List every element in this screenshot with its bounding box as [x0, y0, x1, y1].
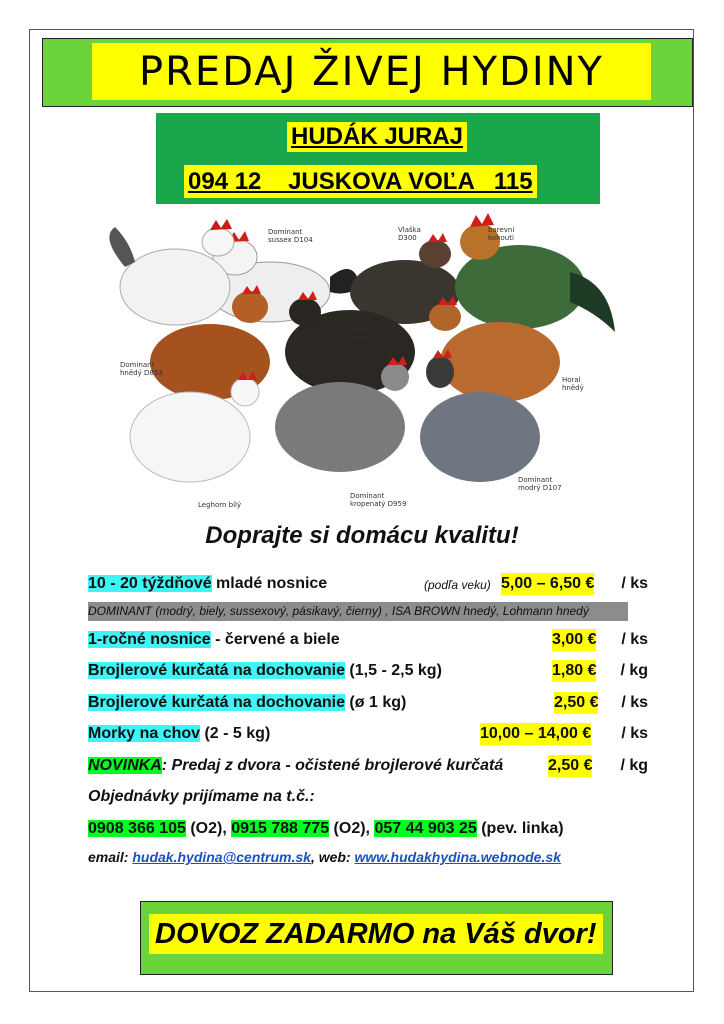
age-note: (podľa veku)	[424, 578, 491, 592]
phone-number-3[interactable]: 057 44 903 25	[374, 820, 477, 837]
rooster-colorful	[455, 213, 615, 332]
price: 1,80 €	[552, 660, 596, 682]
product-highlight: Brojlerové kurčatá na dochovanie	[88, 662, 345, 679]
phone-operator-1: (O2),	[185, 820, 232, 837]
delivery-text: DOVOZ ZADARMO na Váš dvor!	[149, 914, 603, 954]
unit: / ks	[621, 694, 648, 711]
product-highlight: Brojlerové kurčatá na dochovanie	[88, 694, 345, 711]
price: 5,00 – 6,50 €	[501, 573, 594, 595]
phone-operator-3: (pev. linka)	[476, 820, 564, 837]
label-sussex: Dominant sussex D104	[268, 228, 313, 244]
owner-name: HUDÁK JURAJ	[287, 122, 467, 152]
phone-list	[88, 818, 688, 840]
product-highlight: Morky na chov	[88, 725, 201, 742]
web-link[interactable]: www.hudakhydina.webnode.sk	[354, 849, 561, 865]
label-kropenaty: Dominant kropenatý D959	[350, 492, 407, 508]
title-highlight	[92, 43, 651, 100]
label-vlaska: Vlaška D300	[398, 226, 421, 242]
email-link[interactable]: hudak.hydina@centrum.sk	[132, 849, 311, 865]
web-label: , web:	[310, 849, 355, 865]
owner-banner	[156, 113, 600, 204]
product-row-young-hens	[88, 573, 648, 595]
novinka-badge: NOVINKA	[88, 757, 162, 774]
hen-white-rooster	[109, 219, 234, 325]
product-highlight: 1-ročné nosnice	[88, 631, 211, 648]
label-modry: Dominant modrý D107	[518, 476, 562, 492]
label-horal-hnedy: Horal hnědý	[562, 376, 584, 392]
title-banner	[42, 38, 693, 107]
unit: / ks	[621, 725, 648, 742]
phone-number-2[interactable]: 0915 788 775	[231, 820, 330, 837]
phone-operator-2: (O2),	[329, 820, 375, 837]
product-desc: mladé nosnice	[211, 575, 328, 592]
product-row-1yr-hens	[88, 629, 648, 651]
product-desc: - červené a biele	[210, 631, 340, 648]
email-label: email:	[88, 849, 133, 865]
product-desc: : Predaj z dvora - očistené brojlerové kurčatá	[161, 757, 504, 774]
unit: / ks	[621, 575, 648, 592]
product-desc: (ø 1 kg)	[344, 694, 407, 711]
page-title: PREDAJ ŽIVEJ HYDINY	[139, 48, 604, 95]
poultry-photo	[100, 212, 625, 512]
product-desc: (1,5 - 2,5 kg)	[344, 662, 442, 679]
orders-label: Objednávky prijímame na t.č.:	[88, 788, 315, 805]
label-leghorn: Leghorn bílý	[198, 501, 242, 509]
unit: / ks	[621, 631, 648, 648]
contact-line	[88, 849, 561, 865]
product-row-turkeys	[88, 723, 648, 745]
price: 2,50 €	[548, 755, 592, 777]
owner-address: 094 12 JUSKOVA VOĽA 115	[184, 165, 537, 198]
label-barevni: barevní kohouti	[488, 226, 515, 242]
label-cerny: Horal černý	[348, 326, 368, 342]
product-highlight: 10 - 20 týždňové	[88, 575, 212, 592]
unit: / kg	[620, 662, 648, 679]
label-hnedy: Dominant hnědý D853	[120, 361, 163, 377]
slogan: Doprajte si domácu kvalitu!	[205, 522, 519, 549]
product-row-broilers-small	[88, 692, 648, 714]
unit: / kg	[620, 757, 648, 774]
price: 3,00 €	[552, 629, 596, 651]
price: 10,00 – 14,00 €	[480, 723, 591, 745]
product-row-novinka	[88, 755, 648, 777]
phone-number-1[interactable]: 0908 366 105	[88, 820, 186, 837]
breeds-note: DOMINANT (modrý, biely, sussexový, pásikavý, čierny) , ISA BROWN hnedý, Lohmann hnedý	[88, 602, 628, 621]
delivery-banner	[140, 901, 613, 975]
product-row-broilers-large	[88, 660, 648, 682]
product-desc: (2 - 5 kg)	[200, 725, 271, 742]
price: 2,50 €	[554, 692, 598, 714]
